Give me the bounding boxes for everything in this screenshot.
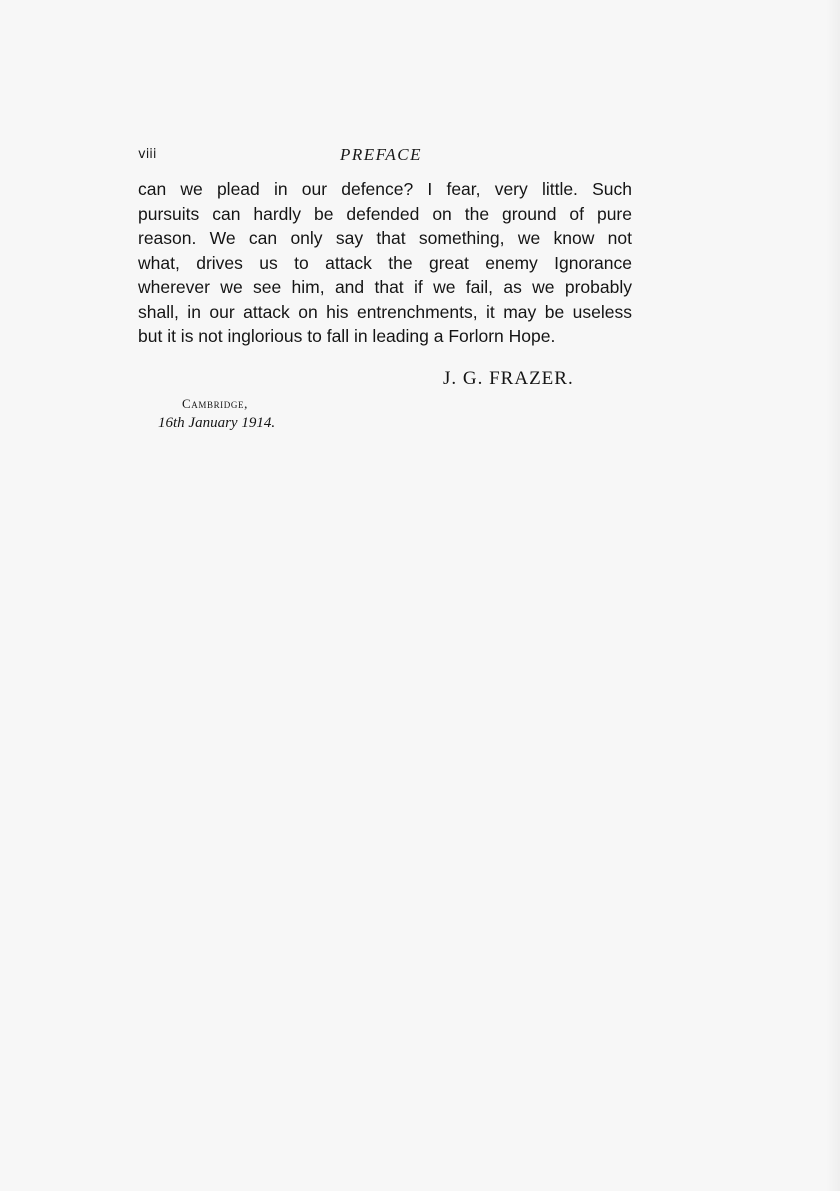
page-number: viii [138, 147, 157, 162]
author-signature: J. G. FRAZER. [443, 368, 574, 389]
page-header [138, 145, 632, 167]
page-edge-shadow [826, 0, 840, 1191]
signature-date: 16th January 1914. [158, 415, 276, 431]
text-line: pursuits can hardly be defended on the ground of pure [138, 203, 632, 224]
text-line: wherever we see him, and that if we fail, as we probably [138, 277, 632, 297]
signature-place: Cambridge, [182, 396, 248, 411]
preface-paragraph [138, 177, 632, 349]
text-line: but it is not inglorious to fall in leading a Forlorn Hope. [138, 326, 556, 346]
text-line: can we plead in our defence? I fear, very little. Such [138, 179, 632, 199]
text-line: reason. We can only say that something, we know not [138, 228, 632, 248]
text-line: what, drives us to attack the great enemy Ignorance [138, 252, 632, 273]
running-head: PREFACE [340, 145, 422, 164]
text-line: shall, in our attack on his entrenchments, it may be useless [138, 301, 632, 322]
